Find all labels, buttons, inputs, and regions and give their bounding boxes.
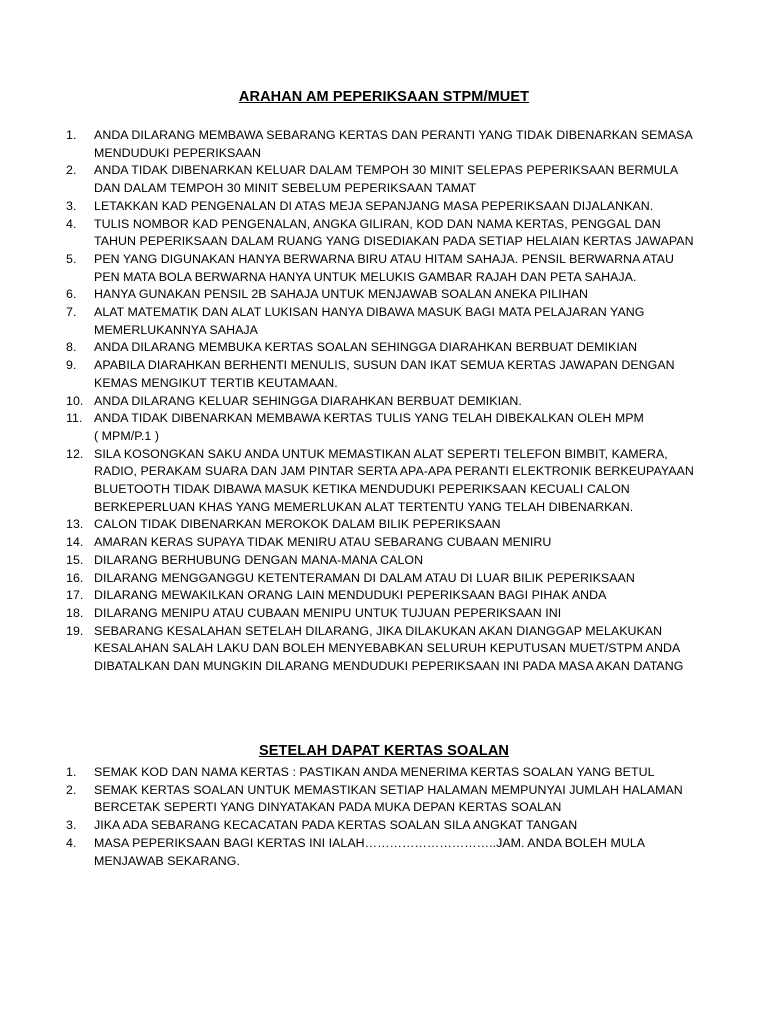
item-text: DILARANG BERHUBUNG DENGAN MANA-MANA CALON: [94, 552, 424, 567]
item-number: 2.: [66, 163, 77, 178]
item-text: ANDA TIDAK DIBENARKAN KELUAR DALAM TEMPOH 30 MINIT SELEPAS PEPERIKSAAN BERMULA DAN DALAM TEMPOH 30 MINIT SEBELUM PEPERIKSAAN TAMAT: [94, 163, 679, 196]
item-number: 10.: [66, 393, 84, 408]
list-item: [66, 357, 730, 392]
item-text: ANDA DILARANG MEMBAWA SEBARANG KERTAS DAN PERANTI YANG TIDAK DIBENARKAN SEMASA MENDUDUKI PEPERIKSAAN: [94, 128, 693, 160]
item-text: PEN YANG DIGUNAKAN HANYA BERWARNA BIRU ATAU HITAM SAHAJA. PENSIL BERWARNA ATAU PEN MATA BOLA BERWARNA HANYA UNTUK MELUKIS GAMBAR RAJAH DAN PETA SAHAJA.: [94, 251, 674, 284]
list-item: [66, 764, 730, 782]
section-title-general-instructions: ARAHAN AM PEPERIKSAAN STPM/MUET: [238, 89, 530, 105]
item-text: MASA PEPERIKSAAN BAGI KERTAS INI IALAH…………………………..JAM. ANDA BOLEH MULA MENJAWAB SEKARANG.: [94, 835, 646, 868]
section-title-after-receiving-paper: SETELAH DAPAT KERTAS SOALAN: [258, 743, 509, 759]
list-item: [66, 251, 730, 286]
list-item: [66, 162, 730, 197]
item-text: TULIS NOMBOR KAD PENGENALAN, ANGKA GILIRAN, KOD DAN NAMA KERTAS, PENGGAL DAN TAHUN PEPERIKSAAN DALAM RUANG YANG DISEDIAKAN PADA SETIAP HELAIAN KERTAS JAWAPAN: [94, 216, 694, 249]
list-item: [66, 534, 730, 552]
list-item: [66, 516, 730, 534]
list-item: [66, 817, 730, 835]
item-number: 1.: [66, 128, 77, 142]
item-text: DILARANG MENGGANGGU KETENTERAMAN DI DALAM ATAU DI LUAR BILIK PEPERIKSAAN: [94, 570, 635, 585]
item-text: ANDA TIDAK DIBENARKAN MEMBAWA KERTAS TULIS YANG TELAH DIBEKALKAN OLEH MPM ( MPM/P.1 ): [94, 411, 644, 443]
list-item: [66, 127, 730, 162]
item-number: 11.: [66, 411, 83, 426]
list-item: [66, 304, 730, 339]
item-number: 16.: [66, 570, 84, 585]
general-instructions-list: [66, 127, 730, 676]
item-number: 1.: [66, 765, 77, 779]
item-number: 6.: [66, 287, 77, 302]
item-number: 12.: [66, 446, 84, 461]
item-text: ANDA DILARANG MEMBUKA KERTAS SOALAN SEHINGGA DIARAHKAN BERBUAT DEMIKIAN: [94, 340, 638, 355]
list-item: [66, 216, 730, 251]
item-number: 14.: [66, 535, 84, 550]
after-receiving-paper-list: [66, 764, 730, 870]
item-number: 2.: [66, 782, 77, 797]
item-number: 3.: [66, 818, 77, 833]
item-text: JIKA ADA SEBARANG KECACATAN PADA KERTAS SOALAN SILA ANGKAT TANGAN: [94, 818, 578, 833]
list-item: [66, 286, 730, 304]
item-text: SILA KOSONGKAN SAKU ANDA UNTUK MEMASTIKAN ALAT SEPERTI TELEFON BIMBIT, KAMERA, RADIO, PERAKAM SUARA DAN JAM PINTAR SERTA APA-APA PERANTI ELEKTRONIK BERKEUPAYAAN BLUETOOTH TIDAK DIBAWA MASUK KETIKA MENDUDUKI PEPERIKSAAN KECUALI CALON BERKEPERLUAN KHAS YANG MEMERLUKAN ALAT TERTENTU YANG TELAH DIBENARKAN.: [94, 446, 694, 514]
list-item: [66, 835, 730, 870]
item-number: 5.: [66, 251, 77, 266]
item-text: ALAT MATEMATIK DAN ALAT LUKISAN HANYA DIBAWA MASUK BAGI MATA PELAJARAN YANG MEMERLUKANNYA SAHAJA: [94, 305, 645, 337]
item-number: 15.: [66, 552, 84, 567]
item-text: SEMAK KOD DAN NAMA KERTAS : PASTIKAN ANDA MENERIMA KERTAS SOALAN YANG BETUL: [94, 765, 655, 779]
item-number: 19.: [66, 623, 84, 638]
list-item: [66, 339, 730, 357]
list-item: [66, 623, 730, 676]
item-number: 8.: [66, 340, 77, 355]
item-text: HANYA GUNAKAN PENSIL 2B SAHAJA UNTUK MENJAWAB SOALAN ANEKA PILIHAN: [94, 287, 589, 302]
item-text: APABILA DIARAHKAN BERHENTI MENULIS, SUSUN DAN IKAT SEMUA KERTAS JAWAPAN DENGAN KEMAS MENGIKUT TERTIB KEUTAMAAN.: [94, 358, 675, 390]
item-number: 4.: [66, 835, 77, 850]
item-number: 4.: [66, 216, 77, 231]
item-text: CALON TIDAK DIBENARKAN MEROKOK DALAM BILIK PEPERIKSAAN: [94, 517, 501, 532]
item-number: 17.: [66, 588, 84, 603]
item-number: 13.: [66, 517, 84, 532]
list-item: [66, 570, 730, 588]
item-number: 18.: [66, 605, 84, 620]
list-item: [66, 552, 730, 570]
item-text: LETAKKAN KAD PENGENALAN DI ATAS MEJA SEPANJANG MASA PEPERIKSAAN DIJALANKAN.: [94, 198, 654, 213]
item-text: SEMAK KERTAS SOALAN UNTUK MEMASTIKAN SETIAP HALAMAN MEMPUNYAI JUMLAH HALAMAN BERCETAK SEPERTI YANG DINYATAKAN PADA MUKA DEPAN KERTAS SOALAN: [94, 782, 683, 815]
list-item: [66, 605, 730, 623]
item-number: 9.: [66, 358, 77, 373]
item-text: SEBARANG KESALAHAN SETELAH DILARANG, JIKA DILAKUKAN AKAN DIANGGAP MELAKUKAN KESALAHAN SALAH LAKU DAN BOLEH MENYEBABKAN SELURUH KEPUTUSAN MUET/STPM ANDA DIBATALKAN DAN MUNGKIN DILARANG MENDUDUKI PEPERIKSAAN INI PADA MASA AKAN DATANG: [94, 623, 684, 674]
list-item: [66, 587, 730, 605]
list-item: [66, 198, 730, 216]
list-item: [66, 782, 730, 817]
item-text: AMARAN KERAS SUPAYA TIDAK MENIRU ATAU SEBARANG CUBAAN MENIRU: [94, 535, 552, 550]
item-number: 7.: [66, 305, 77, 320]
list-item: [66, 410, 730, 445]
item-text: DILARANG MENIPU ATAU CUBAAN MENIPU UNTUK TUJUAN PEPERIKSAAN INI: [94, 605, 562, 620]
item-number: 3.: [66, 198, 77, 213]
item-text: DILARANG MEWAKILKAN ORANG LAIN MENDUDUKI PEPERIKSAAN BAGI PIHAK ANDA: [94, 588, 607, 603]
list-item: [66, 446, 730, 517]
list-item: [66, 393, 730, 411]
item-text: ANDA DILARANG KELUAR SEHINGGA DIARAHKAN BERBUAT DEMIKIAN.: [94, 393, 522, 408]
